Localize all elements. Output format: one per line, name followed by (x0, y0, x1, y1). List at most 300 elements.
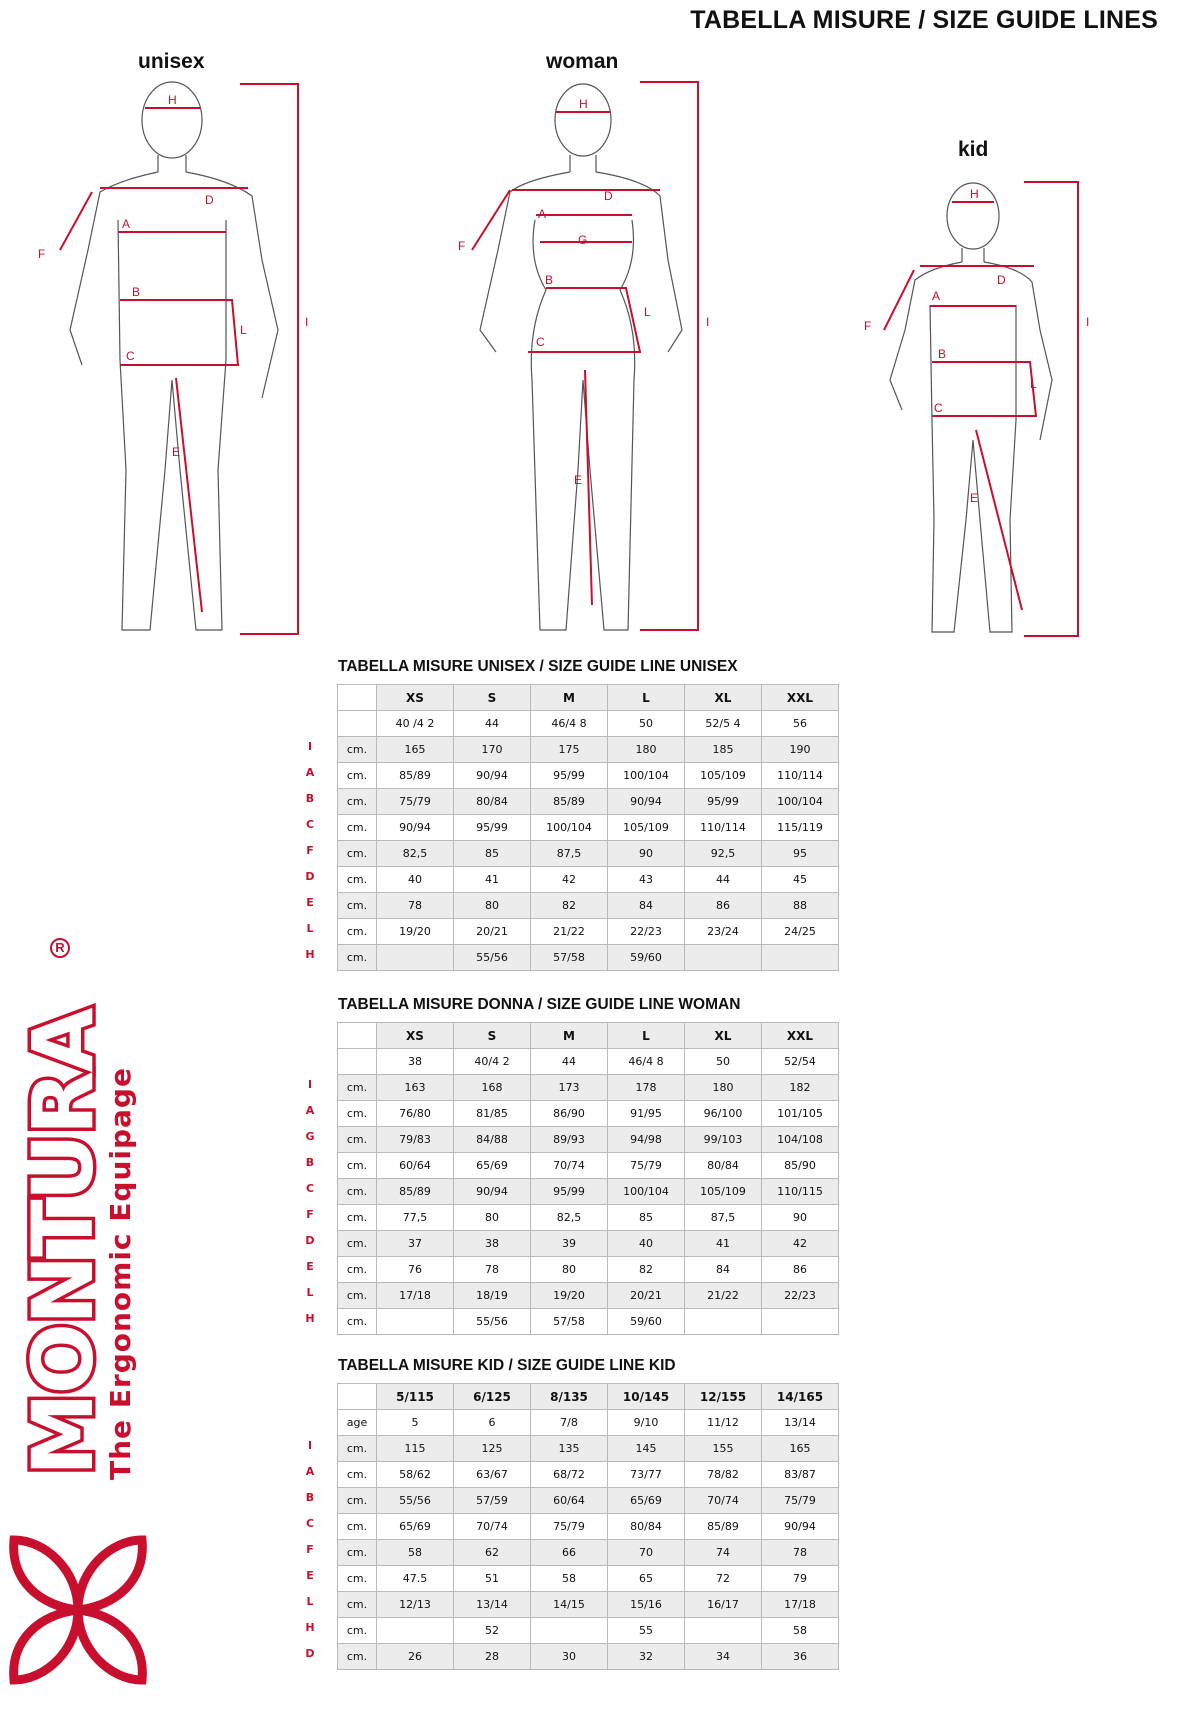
table-cell: 42 (762, 1231, 839, 1257)
table-row (338, 1618, 839, 1644)
table-cell (531, 1618, 608, 1644)
row-unit-cell: cm. (338, 789, 377, 815)
table-cell: 80/84 (454, 789, 531, 815)
table-cell: 79 (762, 1566, 839, 1592)
table-cell: 180 (608, 737, 685, 763)
kid-letter-l: L (1030, 377, 1037, 391)
table-row (338, 1075, 839, 1101)
table-cell: 24/25 (762, 919, 839, 945)
size-header-cell: XS (377, 1023, 454, 1049)
table-cell: 15/16 (608, 1592, 685, 1618)
table-cell: 80 (454, 893, 531, 919)
measure-letter: F (306, 1208, 314, 1221)
header-corner-cell (338, 1384, 377, 1410)
table-cell: 22/23 (608, 919, 685, 945)
table-cell: 94/98 (608, 1127, 685, 1153)
measure-letter: A (305, 1104, 315, 1117)
table-cell: 22/23 (762, 1283, 839, 1309)
measure-letter: F (306, 844, 314, 857)
table-cell: 13/14 (762, 1410, 839, 1436)
table-title: TABELLA MISURE DONNA / SIZE GUIDE LINE WOMAN (338, 996, 741, 1013)
table-cell: 40 (608, 1231, 685, 1257)
table-cell: 175 (531, 737, 608, 763)
table-cell: 78 (377, 893, 454, 919)
header-corner-cell (338, 685, 377, 711)
table-cell: 34 (685, 1644, 762, 1670)
table-cell: 55/56 (454, 1309, 531, 1335)
measure-letter: D (305, 870, 315, 883)
size-header-cell: 8/135 (531, 1384, 608, 1410)
table-cell: 180 (685, 1075, 762, 1101)
table-cell: 165 (377, 737, 454, 763)
size-header-cell: XL (685, 1023, 762, 1049)
table-cell: 38 (454, 1231, 531, 1257)
table-cell: 21/22 (531, 919, 608, 945)
table-cell: 9/10 (608, 1410, 685, 1436)
table-cell: 90/94 (377, 815, 454, 841)
table-cell (762, 1309, 839, 1335)
table-cell: 11/12 (685, 1410, 762, 1436)
kid-letter-f: F (864, 319, 872, 333)
table-row (338, 919, 839, 945)
table-cell: 42 (531, 867, 608, 893)
table-cell: 95/99 (531, 1179, 608, 1205)
table-cell: 65/69 (377, 1514, 454, 1540)
table-cell: 105/109 (685, 1179, 762, 1205)
table-cell: 14/15 (531, 1592, 608, 1618)
table-cell: 104/108 (762, 1127, 839, 1153)
measure-letter: I (307, 1439, 313, 1452)
table-cell: 38 (377, 1049, 454, 1075)
table-cell: 78/82 (685, 1462, 762, 1488)
table-cell: 51 (454, 1566, 531, 1592)
table-cell: 40/4 2 (454, 1049, 531, 1075)
row-unit-cell: cm. (338, 1309, 377, 1335)
table-cell: 40 (377, 867, 454, 893)
size-table (337, 684, 839, 971)
size-header-row (338, 685, 839, 711)
row-unit-cell: cm. (338, 1540, 377, 1566)
table-cell: 17/18 (377, 1283, 454, 1309)
kid-letter-a: A (932, 289, 941, 303)
table-cell: 26 (377, 1644, 454, 1670)
table-cell: 84/88 (454, 1127, 531, 1153)
size-equivalence-row (338, 711, 839, 737)
table-cell: 41 (685, 1231, 762, 1257)
table-cell (762, 945, 839, 971)
table-row (338, 789, 839, 815)
table-cell: 190 (762, 737, 839, 763)
size-table (337, 1383, 839, 1670)
size-header-cell: XL (685, 685, 762, 711)
table-cell: 86 (762, 1257, 839, 1283)
table-cell: 78 (762, 1540, 839, 1566)
unisex-letter-c: C (126, 349, 135, 363)
table-cell: 85/89 (531, 789, 608, 815)
table-cell: 100/104 (608, 1179, 685, 1205)
woman-letter-e: E (574, 473, 583, 487)
row-unit-cell: age (338, 1410, 377, 1436)
table-cell: 55/56 (454, 945, 531, 971)
table-cell: 85/89 (377, 1179, 454, 1205)
unisex-label: unisex (138, 50, 205, 73)
table-cell: 56 (762, 711, 839, 737)
woman-letter-h: H (579, 97, 588, 111)
table-row (338, 841, 839, 867)
size-table (337, 1022, 839, 1335)
table-row (338, 1540, 839, 1566)
table-cell: 80/84 (608, 1514, 685, 1540)
table-row (338, 1488, 839, 1514)
table-cell (685, 1309, 762, 1335)
table-cell: 12/13 (377, 1592, 454, 1618)
table-cell: 79/83 (377, 1127, 454, 1153)
table-row (338, 1436, 839, 1462)
table-row (338, 1592, 839, 1618)
size-header-cell: XS (377, 685, 454, 711)
measure-letter: G (305, 1130, 315, 1143)
row-unit-cell (338, 1049, 377, 1075)
measure-letter: E (306, 1260, 314, 1273)
row-unit-cell: cm. (338, 1127, 377, 1153)
woman-label: woman (546, 50, 619, 73)
woman-figure (480, 84, 682, 630)
unisex-letter-e: E (172, 445, 181, 459)
table-cell: 84 (685, 1257, 762, 1283)
table-cell: 43 (608, 867, 685, 893)
woman-letter-i: I (706, 315, 710, 329)
table-row (338, 1153, 839, 1179)
table-cell: 82 (608, 1257, 685, 1283)
page-title: TABELLA MISURE / SIZE GUIDE LINES (690, 6, 1158, 34)
table-cell: 90/94 (608, 789, 685, 815)
table-cell: 23/24 (685, 919, 762, 945)
table-cell: 62 (454, 1540, 531, 1566)
table-cell: 95/99 (454, 815, 531, 841)
measure-letter: D (305, 1647, 315, 1660)
table-cell (377, 1309, 454, 1335)
table-row (338, 893, 839, 919)
table-cell: 44 (685, 867, 762, 893)
table-cell: 20/21 (608, 1283, 685, 1309)
table-row (338, 1205, 839, 1231)
table-cell: 7/8 (531, 1410, 608, 1436)
table-title: TABELLA MISURE UNISEX / SIZE GUIDE LINE UNISEX (338, 658, 738, 675)
table-cell: 90/94 (454, 763, 531, 789)
table-cell: 72 (685, 1566, 762, 1592)
table-cell: 96/100 (685, 1101, 762, 1127)
table-cell: 58 (377, 1540, 454, 1566)
table-row (338, 1309, 839, 1335)
table-cell: 52/5 4 (685, 711, 762, 737)
table-cell: 68/72 (531, 1462, 608, 1488)
measure-letter: L (306, 1595, 314, 1608)
unisex-letter-h: H (168, 93, 177, 107)
table-cell: 145 (608, 1436, 685, 1462)
table-cell: 170 (454, 737, 531, 763)
measure-letter: H (305, 1621, 315, 1634)
table-cell: 101/105 (762, 1101, 839, 1127)
size-header-cell: S (454, 1023, 531, 1049)
table-cell: 85/90 (762, 1153, 839, 1179)
table-row (338, 945, 839, 971)
row-unit-cell: cm. (338, 1153, 377, 1179)
body-figures (0, 0, 1200, 650)
size-header-cell: XXL (762, 685, 839, 711)
table-cell: 50 (685, 1049, 762, 1075)
table-cell: 76 (377, 1257, 454, 1283)
table-cell: 70/74 (454, 1514, 531, 1540)
table-cell: 115 (377, 1436, 454, 1462)
table-cell: 65/69 (454, 1153, 531, 1179)
table-title: TABELLA MISURE KID / SIZE GUIDE LINE KID (338, 1357, 676, 1374)
table-cell: 55 (608, 1618, 685, 1644)
unisex-letter-f: F (38, 247, 46, 261)
table-cell (685, 1618, 762, 1644)
table-cell: 110/114 (685, 815, 762, 841)
size-equivalence-row (338, 1049, 839, 1075)
row-unit-cell: cm. (338, 1075, 377, 1101)
table-cell: 88 (762, 893, 839, 919)
table-cell: 168 (454, 1075, 531, 1101)
table-cell: 173 (531, 1075, 608, 1101)
table-cell: 41 (454, 867, 531, 893)
table-cell: 80/84 (685, 1153, 762, 1179)
table-cell: 55/56 (377, 1488, 454, 1514)
table-cell: 20/21 (454, 919, 531, 945)
table-cell: 83/87 (762, 1462, 839, 1488)
table-cell: 47.5 (377, 1566, 454, 1592)
measure-letter: L (306, 922, 314, 935)
unisex-letter-d: D (205, 193, 214, 207)
row-unit-cell: cm. (338, 1205, 377, 1231)
woman-letter-a: A (538, 207, 547, 221)
table-cell: 90 (608, 841, 685, 867)
table-cell: 110/115 (762, 1179, 839, 1205)
table-cell: 105/109 (608, 815, 685, 841)
table-cell: 92,5 (685, 841, 762, 867)
kid-letter-b: B (938, 347, 947, 361)
measure-letter: A (305, 766, 315, 779)
woman-letter-b: B (545, 273, 554, 287)
table-cell: 57/58 (531, 1309, 608, 1335)
size-equivalence-row (338, 1410, 839, 1436)
table-row (338, 1257, 839, 1283)
table-cell: 36 (762, 1644, 839, 1670)
kid-letter-i: I (1086, 315, 1090, 329)
table-row (338, 867, 839, 893)
row-unit-cell: cm. (338, 1101, 377, 1127)
table-cell: 66 (531, 1540, 608, 1566)
row-unit-cell: cm. (338, 1514, 377, 1540)
measure-letter: H (305, 948, 315, 961)
table-cell: 65/69 (608, 1488, 685, 1514)
size-header-cell: 14/165 (762, 1384, 839, 1410)
table-cell: 70 (608, 1540, 685, 1566)
table-cell: 185 (685, 737, 762, 763)
table-cell: 44 (531, 1049, 608, 1075)
table-cell: 52 (454, 1618, 531, 1644)
montura-symbol-icon (0, 1510, 160, 1710)
table-cell: 95/99 (531, 763, 608, 789)
kid-letter-h: H (970, 187, 979, 201)
table-row (338, 815, 839, 841)
measure-letter: B (305, 1491, 315, 1504)
table-cell: 46/4 8 (531, 711, 608, 737)
table-cell: 115/119 (762, 815, 839, 841)
table-cell: 57/58 (531, 945, 608, 971)
table-cell: 90/94 (454, 1179, 531, 1205)
table-cell (685, 945, 762, 971)
kid-label: kid (958, 138, 989, 161)
table-row (338, 1566, 839, 1592)
row-unit-cell (338, 711, 377, 737)
table-cell: 70/74 (531, 1153, 608, 1179)
measure-letter: L (306, 1286, 314, 1299)
table-cell: 82,5 (531, 1205, 608, 1231)
measure-letter: F (306, 1543, 314, 1556)
row-unit-cell: cm. (338, 919, 377, 945)
woman-letter-g: G (578, 233, 588, 247)
table-cell: 75/79 (377, 789, 454, 815)
table-row (338, 1127, 839, 1153)
size-header-cell: S (454, 685, 531, 711)
table-cell: 85/89 (377, 763, 454, 789)
table-cell: 58/62 (377, 1462, 454, 1488)
unisex-letter-b: B (132, 285, 141, 299)
size-header-row (338, 1023, 839, 1049)
table-cell: 87,5 (685, 1205, 762, 1231)
row-unit-cell: cm. (338, 737, 377, 763)
unisex-letter-l: L (240, 323, 247, 337)
table-cell: 52/54 (762, 1049, 839, 1075)
measure-letter: I (307, 1078, 313, 1091)
table-cell: 28 (454, 1644, 531, 1670)
table-row (338, 1283, 839, 1309)
table-cell: 82 (531, 893, 608, 919)
woman-letter-c: C (536, 335, 545, 349)
table-cell: 32 (608, 1644, 685, 1670)
table-cell: 80 (531, 1257, 608, 1283)
kid-letter-e: E (970, 491, 979, 505)
table-cell: 58 (531, 1566, 608, 1592)
table-cell: 60/64 (531, 1488, 608, 1514)
table-cell: 21/22 (685, 1283, 762, 1309)
measure-letter: B (305, 792, 315, 805)
table-cell: 37 (377, 1231, 454, 1257)
table-cell: 5 (377, 1410, 454, 1436)
table-row (338, 763, 839, 789)
row-unit-cell: cm. (338, 1566, 377, 1592)
brand-tagline: The Ergonomic Equipage (104, 1067, 137, 1480)
table-cell: 110/114 (762, 763, 839, 789)
size-header-cell: 12/155 (685, 1384, 762, 1410)
size-header-cell: M (531, 1023, 608, 1049)
table-cell: 75/79 (531, 1514, 608, 1540)
table-cell: 100/104 (608, 763, 685, 789)
kid-figure (890, 183, 1052, 632)
table-cell: 80 (454, 1205, 531, 1231)
row-unit-cell: cm. (338, 867, 377, 893)
table-cell: 84 (608, 893, 685, 919)
table-cell: 19/20 (531, 1283, 608, 1309)
table-cell: 17/18 (762, 1592, 839, 1618)
table-row (338, 1462, 839, 1488)
table-cell: 45 (762, 867, 839, 893)
table-cell: 16/17 (685, 1592, 762, 1618)
measure-letter: I (307, 740, 313, 753)
measure-letter: C (305, 1517, 315, 1530)
woman-letter-f: F (458, 239, 466, 253)
table-cell: 82,5 (377, 841, 454, 867)
table-cell: 100/104 (531, 815, 608, 841)
table-cell: 85 (608, 1205, 685, 1231)
table-cell: 70/74 (685, 1488, 762, 1514)
table-cell: 57/59 (454, 1488, 531, 1514)
table-row (338, 1514, 839, 1540)
table-cell: 40 /4 2 (377, 711, 454, 737)
table-cell (377, 945, 454, 971)
table-cell: 90 (762, 1205, 839, 1231)
table-row (338, 1231, 839, 1257)
table-cell: 59/60 (608, 1309, 685, 1335)
table-cell: 89/93 (531, 1127, 608, 1153)
row-unit-cell: cm. (338, 1283, 377, 1309)
row-unit-cell: cm. (338, 1257, 377, 1283)
row-unit-cell: cm. (338, 1488, 377, 1514)
table-cell: 18/19 (454, 1283, 531, 1309)
table-cell: 86/90 (531, 1101, 608, 1127)
row-unit-cell: cm. (338, 1592, 377, 1618)
table-cell: 95 (762, 841, 839, 867)
measure-letter: D (305, 1234, 315, 1247)
table-cell: 125 (454, 1436, 531, 1462)
row-unit-cell: cm. (338, 1179, 377, 1205)
measure-letter: B (305, 1156, 315, 1169)
table-cell: 74 (685, 1540, 762, 1566)
registered-mark: R (50, 938, 70, 958)
table-cell: 75/79 (608, 1153, 685, 1179)
row-unit-cell: cm. (338, 893, 377, 919)
table-row (338, 1179, 839, 1205)
table-cell: 178 (608, 1075, 685, 1101)
table-cell: 63/67 (454, 1462, 531, 1488)
header-corner-cell (338, 1023, 377, 1049)
measure-letter: A (305, 1465, 315, 1478)
table-cell: 13/14 (454, 1592, 531, 1618)
size-header-cell: L (608, 1023, 685, 1049)
table-cell: 44 (454, 711, 531, 737)
table-cell: 91/95 (608, 1101, 685, 1127)
table-cell: 99/103 (685, 1127, 762, 1153)
table-cell: 6 (454, 1410, 531, 1436)
table-cell: 165 (762, 1436, 839, 1462)
row-unit-cell: cm. (338, 1436, 377, 1462)
row-unit-cell: cm. (338, 1644, 377, 1670)
table-cell: 46/4 8 (608, 1049, 685, 1075)
table-cell: 86 (685, 893, 762, 919)
table-cell: 75/79 (762, 1488, 839, 1514)
table-cell: 90/94 (762, 1514, 839, 1540)
table-cell: 76/80 (377, 1101, 454, 1127)
table-cell: 58 (762, 1618, 839, 1644)
size-header-cell: 6/125 (454, 1384, 531, 1410)
unisex-figure (70, 82, 278, 630)
size-header-row (338, 1384, 839, 1410)
table-cell: 105/109 (685, 763, 762, 789)
unisex-letter-i: I (305, 315, 309, 329)
kid-letter-d: D (997, 273, 1006, 287)
